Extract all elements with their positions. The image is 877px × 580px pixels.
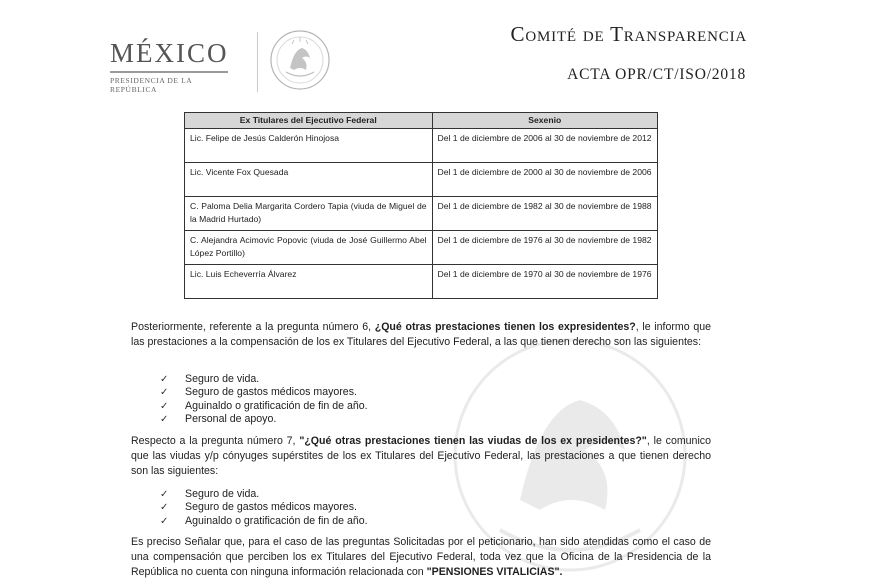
list-item-text: Seguro de gastos médicos mayores. xyxy=(185,386,357,399)
list-item-text: Seguro de vida. xyxy=(185,373,260,385)
list-item xyxy=(160,400,368,413)
table-cell-name: C. Alejandra Acimovic Popovic (viuda de José Guillermo Abel López Portillo) xyxy=(185,231,433,265)
benefits-list-expresidents xyxy=(160,373,368,427)
list-item-text: Aguinaldo o gratificación de fin de año. xyxy=(185,514,368,527)
header-divider xyxy=(257,32,258,92)
table-cell-period: Del 1 de diciembre de 1970 al 30 de noviembre de 1976 xyxy=(432,265,657,299)
check-icon: ✓ xyxy=(160,400,169,412)
column-header-sexenio: Sexenio xyxy=(432,113,657,129)
list-item xyxy=(160,501,368,514)
list-item xyxy=(160,413,368,426)
table-row xyxy=(185,265,658,299)
paragraph-text: , le comunico que las viudas y/p cónyuges supérstites de los ex Titulares del Ejecutivo Federal, las prestaciones a que tienen derecho son las siguientes: xyxy=(131,435,711,477)
table-row xyxy=(185,231,658,265)
question-text: "¿Qué otras prestaciones tienen las viudas de los ex presidentes?" xyxy=(299,435,647,447)
table-cell-period: Del 1 de diciembre de 1976 al 30 de noviembre de 1982 xyxy=(432,231,657,265)
list-item xyxy=(160,373,368,386)
table-cell-period: Del 1 de diciembre de 2000 al 30 de noviembre de 2006 xyxy=(432,163,657,197)
acta-number: ACTA OPR/CT/ISO/2018 xyxy=(567,66,746,83)
check-icon: ✓ xyxy=(160,387,169,399)
national-seal-icon xyxy=(268,28,332,92)
mexico-logo xyxy=(110,38,240,94)
list-item-text: Personal de apoyo. xyxy=(185,413,277,426)
paragraph-question-7 xyxy=(131,434,711,478)
list-item xyxy=(160,488,368,501)
table-cell-name: Lic. Vicente Fox Quesada xyxy=(185,163,433,197)
paragraph-text: Es preciso Señalar que, para el caso de las preguntas Solicitadas por el peticionario, han sido atendidas como el caso de una compensación que perciben los ex Titulares del Ejecutivo Federal, toda vez que la Oficina de la Presidencia de la República no cuenta con ninguna información relacionada con xyxy=(131,536,711,578)
table-cell-name: Lic. Felipe de Jesús Calderón Hinojosa xyxy=(185,129,433,163)
paragraph-text: Respecto a la pregunta número 7, xyxy=(131,435,300,447)
list-item-text: Seguro de gastos médicos mayores. xyxy=(185,501,357,514)
check-icon: ✓ xyxy=(160,515,169,527)
question-text: ¿Qué otras prestaciones tienen los expresidentes? xyxy=(374,321,636,333)
check-icon: ✓ xyxy=(160,414,169,426)
table-row xyxy=(185,163,658,197)
list-item xyxy=(160,515,368,528)
logo-word: MÉXICO xyxy=(110,38,229,68)
table-cell-name: Lic. Luis Echeverría Álvarez xyxy=(185,265,433,299)
ex-presidents-table xyxy=(184,112,658,299)
column-header-titulares: Ex Titulares del Ejecutivo Federal xyxy=(185,113,433,129)
table-row xyxy=(185,129,658,163)
paragraph-text: , le informo que las prestaciones a la compensación de los ex Titulares del Ejecutivo Federal, a las que tienen derecho son las siguientes: xyxy=(131,321,711,348)
paragraph-question-6 xyxy=(131,320,711,350)
table-row xyxy=(185,197,658,231)
check-icon: ✓ xyxy=(160,502,169,514)
table-cell-period: Del 1 de diciembre de 1982 al 30 de noviembre de 1988 xyxy=(432,197,657,231)
logo-subtitle: PRESIDENCIA DE LA REPÚBLICA xyxy=(110,76,192,94)
list-item xyxy=(160,386,368,399)
benefits-list-widows xyxy=(160,488,368,528)
table-header-row xyxy=(185,113,658,129)
table-cell-name: C. Paloma Delia Margarita Cordero Tapia (viuda de Miguel de la Madrid Hurtado) xyxy=(185,197,433,231)
list-item-text: Seguro de vida. xyxy=(185,488,260,500)
table-cell-period: Del 1 de diciembre de 2006 al 30 de noviembre de 2012 xyxy=(432,129,657,163)
paragraph-clarification xyxy=(131,535,711,579)
logo-rule xyxy=(110,71,228,73)
check-icon: ✓ xyxy=(160,374,169,385)
check-icon: ✓ xyxy=(160,489,169,500)
paragraph-text: Posteriormente, referente a la pregunta número 6, xyxy=(131,321,375,333)
committee-title: Comité de Transparencia xyxy=(510,22,747,46)
emphasis-text: "PENSIONES VITALICIAS". xyxy=(426,565,563,578)
list-item-text: Aguinaldo o gratificación de fin de año. xyxy=(185,399,368,412)
